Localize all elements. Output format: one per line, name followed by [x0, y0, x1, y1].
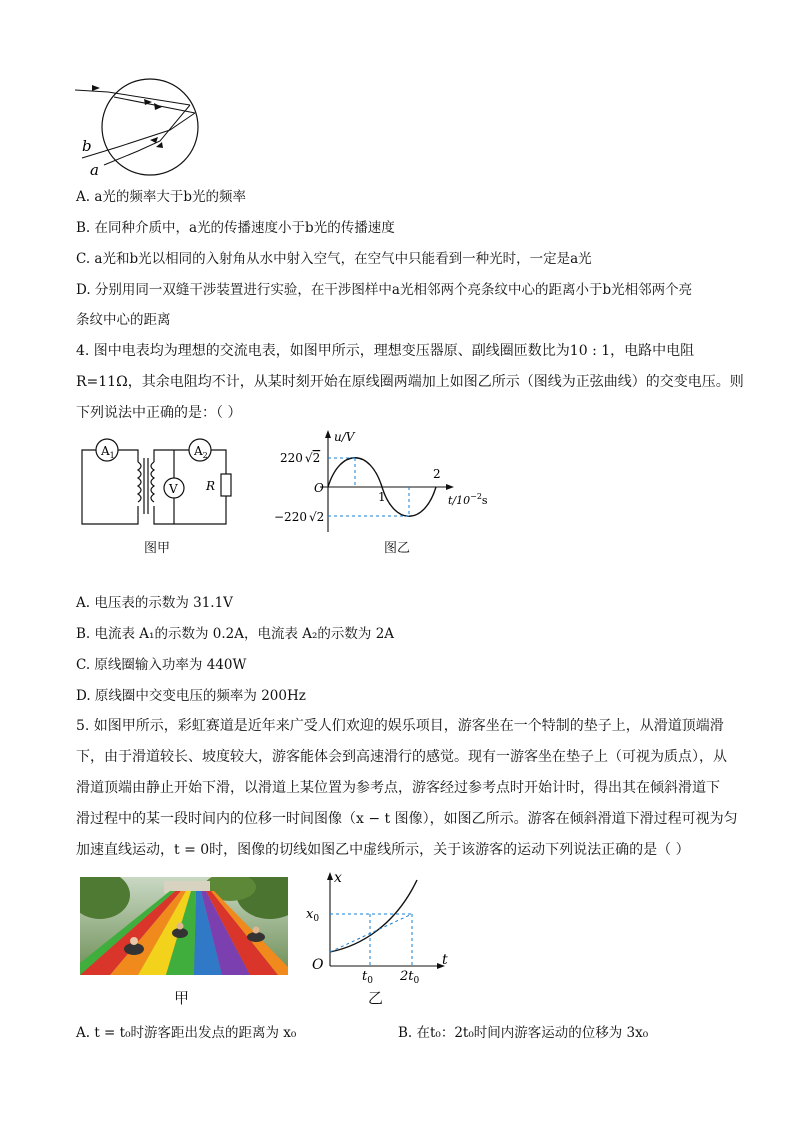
q4-option-c: C. 原线圈输入功率为 440W: [76, 657, 247, 673]
q4-circuit-diagram: [76, 432, 246, 532]
q5-caption-jia: 甲: [174, 989, 190, 1007]
r-label: R: [206, 479, 216, 493]
y-min-label: −220 √2: [274, 510, 325, 524]
a1-label: $A_1$: [101, 444, 115, 460]
q3-refraction-figure: [70, 75, 210, 185]
q4-stem-1: 4. 图中电表均为理想的交流电表，如图甲所示，理想变压器原、副线圈匝数比为10 : 1，电路中电阻: [76, 343, 695, 359]
q3-option-a: A. a光的频率大于b光的频率: [76, 189, 247, 205]
q4-option-b: B. 电流表 A₁的示数为 0.2A，电流表 A₂的示数为 2A: [76, 626, 395, 642]
q4-caption-yi: 图乙: [384, 541, 411, 556]
arrow-1: [92, 85, 100, 91]
xt-curve: [330, 880, 417, 952]
v-label: V: [169, 482, 178, 496]
arrow-3: [154, 103, 162, 110]
q4-caption-jia: 图甲: [144, 541, 171, 556]
x-axis-label: $t/10^{-2}s$: [448, 492, 488, 507]
q5-caption-yi: 乙: [368, 989, 384, 1007]
y-axis-label: u/V: [334, 430, 355, 444]
t2-label: $2t_0$: [400, 969, 420, 983]
t-axis-var: t: [442, 952, 448, 968]
q5-stem-2: 下，由于滑道较长、坡度较大，游客能体会到高速滑行的感觉。现有一游客坐在垫子上（可视为质点），从: [76, 749, 727, 765]
y-max-label: 220 √2: [280, 451, 321, 465]
q5-stem-5: 加速直线运动，t = 0时，图像的切线如图乙中虚线所示，关于该游客的运动下列说法正确的是（ ）: [76, 842, 690, 858]
resistor-r: [221, 474, 231, 496]
q3-option-c: C. a光和b光以相同的入射角从水中射入空气，在空气中只能看到一种光时，一定是a光: [76, 251, 592, 267]
q3-option-d-cont: 条纹中心的距离: [76, 312, 171, 328]
origin-o: O: [312, 957, 324, 973]
t0-label: $t_0$: [362, 969, 373, 983]
q5-xt-graph: [300, 868, 460, 983]
q4-stem-2: R=11Ω，其余电阻均不计，从某时刻开始在原线圈两端加上如图乙所示（图线为正弦曲线）的交变电压。则: [76, 374, 744, 390]
tick-2: 2: [433, 467, 441, 481]
q4-stem-3: 下列说法中正确的是：（ ）: [76, 405, 242, 421]
q3-option-b: B. 在同种介质中，a光的传播速度小于b光的传播速度: [76, 220, 395, 236]
origin-label: O: [314, 481, 324, 495]
x0-label: $x_0$: [306, 907, 320, 924]
q4-voltage-graph: [270, 428, 500, 536]
tick-1: 1: [378, 490, 386, 504]
label-a: a: [90, 161, 99, 179]
q5-stem-4: 滑过程中的某一段时间内的位移一时间图像（x − t 图像），如图乙所示。游客在倾斜滑道下滑过程可视为匀: [76, 811, 738, 827]
a2-label: $A_2$: [194, 444, 208, 460]
q5-stem-1: 5. 如图甲所示，彩虹赛道是近年来广受人们欢迎的娱乐项目，游客坐在一个特制的垫子上，从滑道顶端滑: [76, 718, 724, 734]
q5-stem-3: 滑道顶端由静止开始下滑，以滑道上某位置为参考点，游客经过参考点时开始计时，得出其在倾斜滑道下: [76, 780, 720, 796]
x-axis-var: x: [334, 870, 342, 886]
rainbow-slide-photo: [80, 877, 288, 975]
arrow-5: [156, 142, 163, 148]
incident-ray-1: [75, 90, 190, 105]
q5-option-a: A. t = t₀时游客距出发点的距离为 x₀: [76, 1025, 297, 1041]
q4-option-d: D. 原线圈中交变电压的频率为 200Hz: [76, 688, 306, 704]
q4-option-a: A. 电压表的示数为 31.1V: [76, 595, 233, 611]
ray-a: [104, 105, 190, 165]
q5-option-b: B. 在t₀：2t₀时间内游客运动的位移为 3x₀: [398, 1025, 649, 1041]
label-b: b: [82, 137, 92, 155]
q3-option-d: D. 分别用同一双缝干涉装置进行实验，在干涉图样中a光相邻两个亮条纹中心的距离小于b光相邻两个亮: [76, 282, 693, 298]
